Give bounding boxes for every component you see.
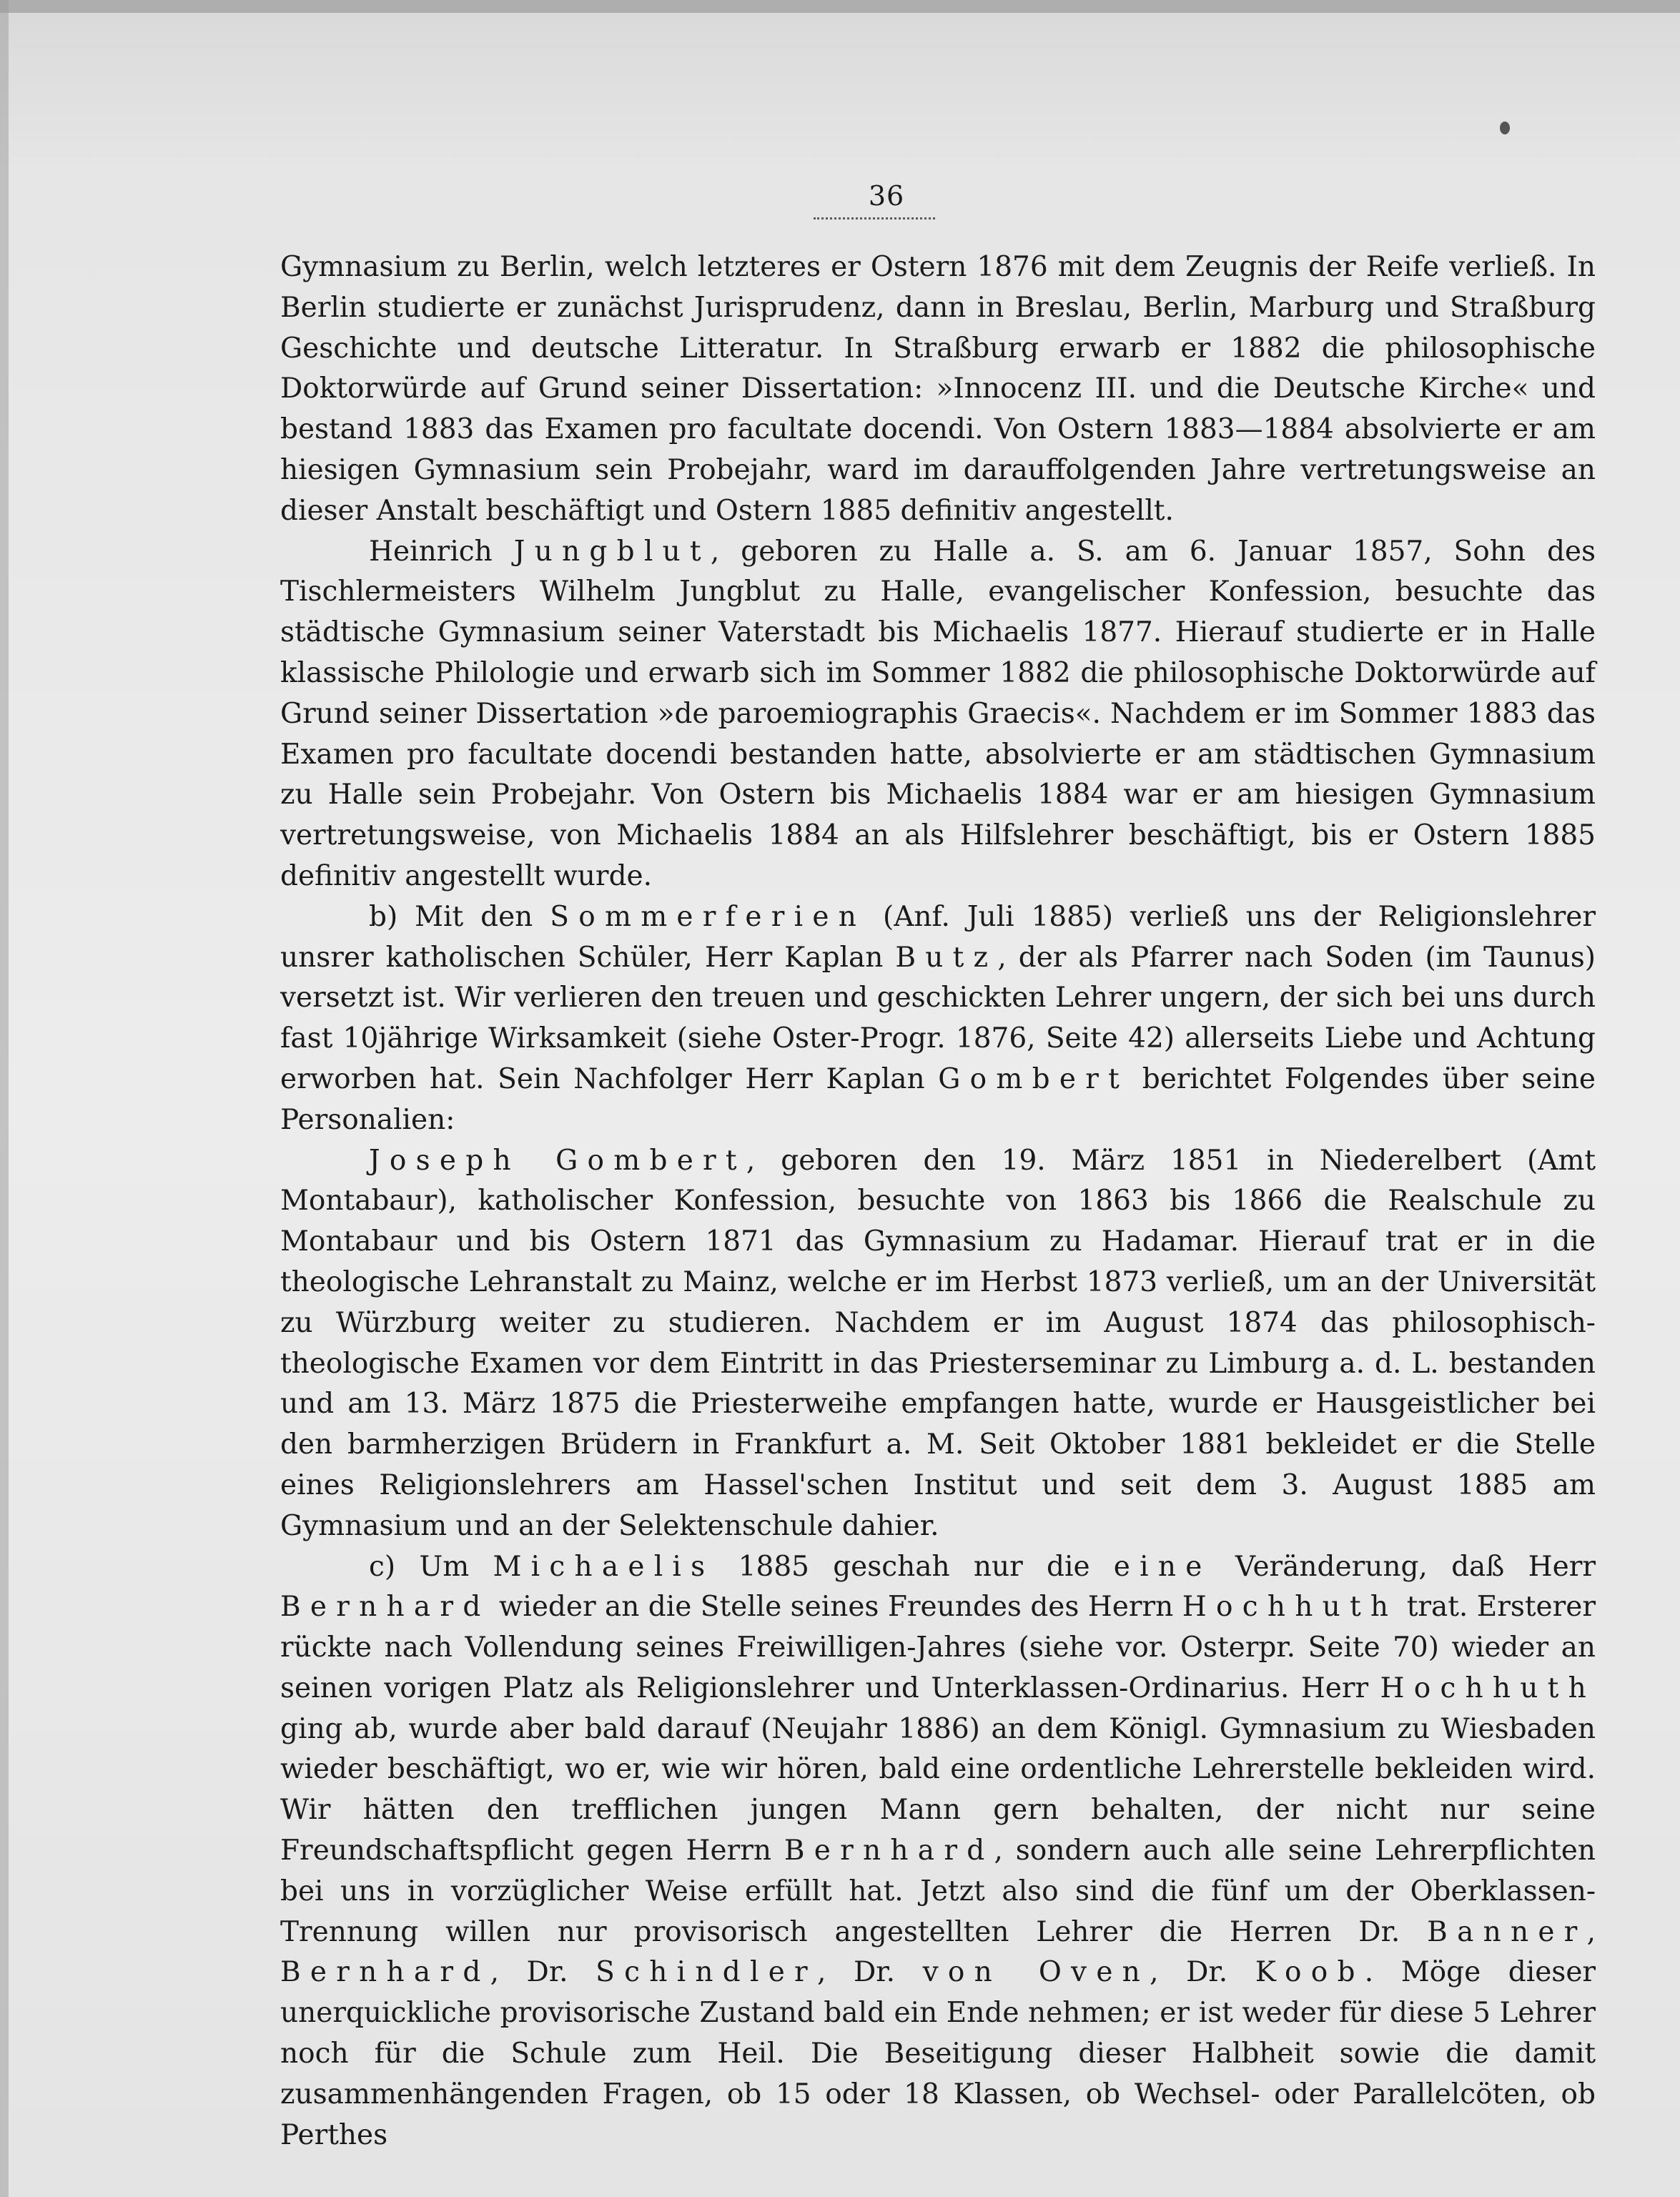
spaced-name: Joseph Gombert bbox=[369, 1144, 746, 1177]
text-run: , geboren den 19. März 1851 in Niederelbert (Amt Montabaur), katholischer Konfession, besuchte von 1863 bis 1866 die Realschule zu Montabaur und bis Ostern 1871 das Gymnasium zu Hadamar. Hierauf trat er in die theologische Lehranstalt zu Mainz, welche er im Herbst 1873 verließ, um an der Universität zu Würzburg weiter zu studieren. Nachdem er im August 1874 das philosophisch-theologische Examen vor dem Eintritt in das Priesterseminar zu Limburg a. d. L. bestanden und am 13. März 1875 die Priesterweihe empfangen hatte, wurde er Hausgeistlicher bei den barmherzigen Brüdern in Frankfurt a. M. Seit Oktober 1881 bekleidet er die Stelle eines Religionslehrers am Hassel'schen Institut und seit dem 3. August 1885 am Gymnasium und an der Selektenschule dahier. bbox=[280, 1144, 1596, 1542]
text-run: c) Um bbox=[369, 1550, 493, 1583]
spaced-name: Bernhard bbox=[280, 1591, 490, 1624]
spaced-name: Koob bbox=[1255, 1956, 1365, 1989]
spaced-name: Sommerferien bbox=[550, 900, 866, 933]
spaced-name: Hochhuth bbox=[1380, 1672, 1596, 1704]
text-run: , geboren zu Halle a. S. am 6. Januar 1857, Sohn des Tischlermeisters Wilhelm Jungblut zu Halle, evangelischer Konfession, besuchte das städtische Gymnasium seiner Vaterstadt bis Michaelis 1877. Hierauf studierte er in Halle klassische Philologie und erwarb sich im Sommer 1882 die philosophische Doktorwürde auf Grund seiner Dissertation »de paroemiographis Graecis«. Nachdem er im Sommer 1883 das Examen pro facultate docendi bestanden hatte, absolvierte er am städtischen Gymnasium zu Halle sein Probejahr. Von Ostern bis Michaelis 1884 war er am hiesigen Gymnasium vertretungsweise, von Michaelis 1884 an als Hilfslehrer beschäftigt, bis er Ostern 1885 definitiv angestellt wurde. bbox=[280, 535, 1596, 892]
spaced-name: Schindler bbox=[596, 1956, 817, 1989]
text-run: , Dr. bbox=[490, 1956, 596, 1989]
paragraph bbox=[280, 532, 1596, 897]
spaced-name: Jungblut bbox=[513, 535, 711, 568]
text-run: Heinrich bbox=[369, 535, 514, 568]
paragraph bbox=[280, 247, 1596, 532]
page-number-ornament bbox=[814, 217, 935, 219]
text-run: , der als Pfarrer nach Soden (im Taunus) versetzt ist. Wir verlieren den treuen und geschickten Lehrer ungern, der sich bei uns durch fast 10jährige Wirksamkeit (siehe Oster-Progr. 1876, Seite 42) allerseits Liebe und Achtung erworben hat. Sein Nachfolger Herr Kaplan bbox=[280, 941, 1596, 1095]
scan-edge-left bbox=[0, 0, 9, 2197]
text-run: , bbox=[1586, 1915, 1596, 1948]
body-text bbox=[280, 247, 1596, 2156]
page-number: 36 bbox=[868, 180, 905, 212]
text-run: Gymnasium zu Berlin, welch letzteres er Ostern 1876 mit dem Zeugnis der Reife verließ. In Berlin studierte er zunächst Jurisprudenz, dann in Breslau, Berlin, Marburg und Straßburg Geschichte und deutsche Litteratur. In Straßburg erwarb er 1882 die philosophische Doktorwürde auf Grund seiner Dissertation: »Innocenz III. und die Deutsche Kirche« und bestand 1883 das Examen pro facultate docendi. Von Ostern 1883—1884 absolvierte er am hiesigen Gymnasium sein Probejahr, ward im darauffolgenden Jahre vertretungsweise an dieser Anstalt beschäftigt und Ostern 1885 definitiv angestellt. bbox=[280, 251, 1596, 527]
paragraph bbox=[280, 897, 1596, 1141]
text-run: Veränderung, daß Herr bbox=[1211, 1550, 1596, 1583]
text-run: , Dr. bbox=[816, 1956, 923, 1989]
text-run: 1885 geschah nur die bbox=[714, 1550, 1114, 1583]
spaced-name: eine bbox=[1113, 1550, 1212, 1583]
text-run: trat. Ersterer rückte nach Vollendung seines Freiwilligen-Jahres (siehe vor. Osterpr. Seite 70) wieder an seinen vorigen Platz als Religionslehrer und Unterklassen-Ordinarius. Herr bbox=[280, 1591, 1596, 1704]
spaced-name: Bernhard bbox=[280, 1956, 490, 1989]
text-run: . Möge dieser unerquickliche provisorische Zustand bald ein Ende nehmen; er ist weder für diese 5 Lehrer noch für die Schule zum Heil. Die Beseitigung dieser Halbheit sowie die damit zusammenhängenden Fragen, ob 15 oder 18 Klassen, ob Wechsel- oder Parallelcöten, ob Perthes bbox=[280, 1956, 1596, 2151]
spaced-name: Hochhuth bbox=[1182, 1591, 1398, 1624]
paragraph bbox=[280, 1141, 1596, 1547]
text-run: (Anf. Juli 1885) verließ uns der Religionslehrer unsrer katholischen Schüler, Herr Kaplan bbox=[280, 900, 1596, 974]
spaced-name: Gombert bbox=[938, 1062, 1130, 1095]
text-run: b) Mit den bbox=[369, 900, 550, 933]
text-run: , sondern auch alle seine Lehrerpflichten bei uns in vorzüglicher Weise erfüllt hat. Jetzt also sind die fünf um der Oberklassen-Trennung willen nur provisorisch angestellten Lehrer die Herren Dr. bbox=[280, 1835, 1596, 1948]
text-run: wieder an die Stelle seines Freundes des Herrn bbox=[490, 1591, 1182, 1624]
spaced-name: von Oven bbox=[922, 1956, 1150, 1989]
spaced-name: Banner bbox=[1427, 1915, 1587, 1948]
spaced-name: Butz bbox=[895, 941, 998, 974]
text-run: berichtet Folgendes über seine Personalien: bbox=[280, 1062, 1596, 1136]
text-run: ging ab, wurde aber bald darauf (Neujahr 1886) an dem Königl. Gymnasium zu Wiesbaden wieder beschäftigt, wo er, wie wir hören, bald eine ordentliche Lehrerstelle bekleiden wird. Wir hätten den trefflichen jungen Mann gern behalten, der nicht nur seine Freundschaftspflicht gegen Herrn bbox=[280, 1712, 1596, 1867]
spaced-name: Bernhard bbox=[784, 1835, 994, 1867]
paragraph bbox=[280, 1547, 1596, 2156]
scan-edge-top bbox=[0, 0, 1680, 13]
text-run: , Dr. bbox=[1150, 1956, 1255, 1989]
spaced-name: Michaelis bbox=[493, 1550, 715, 1583]
ink-speck bbox=[1500, 122, 1510, 134]
